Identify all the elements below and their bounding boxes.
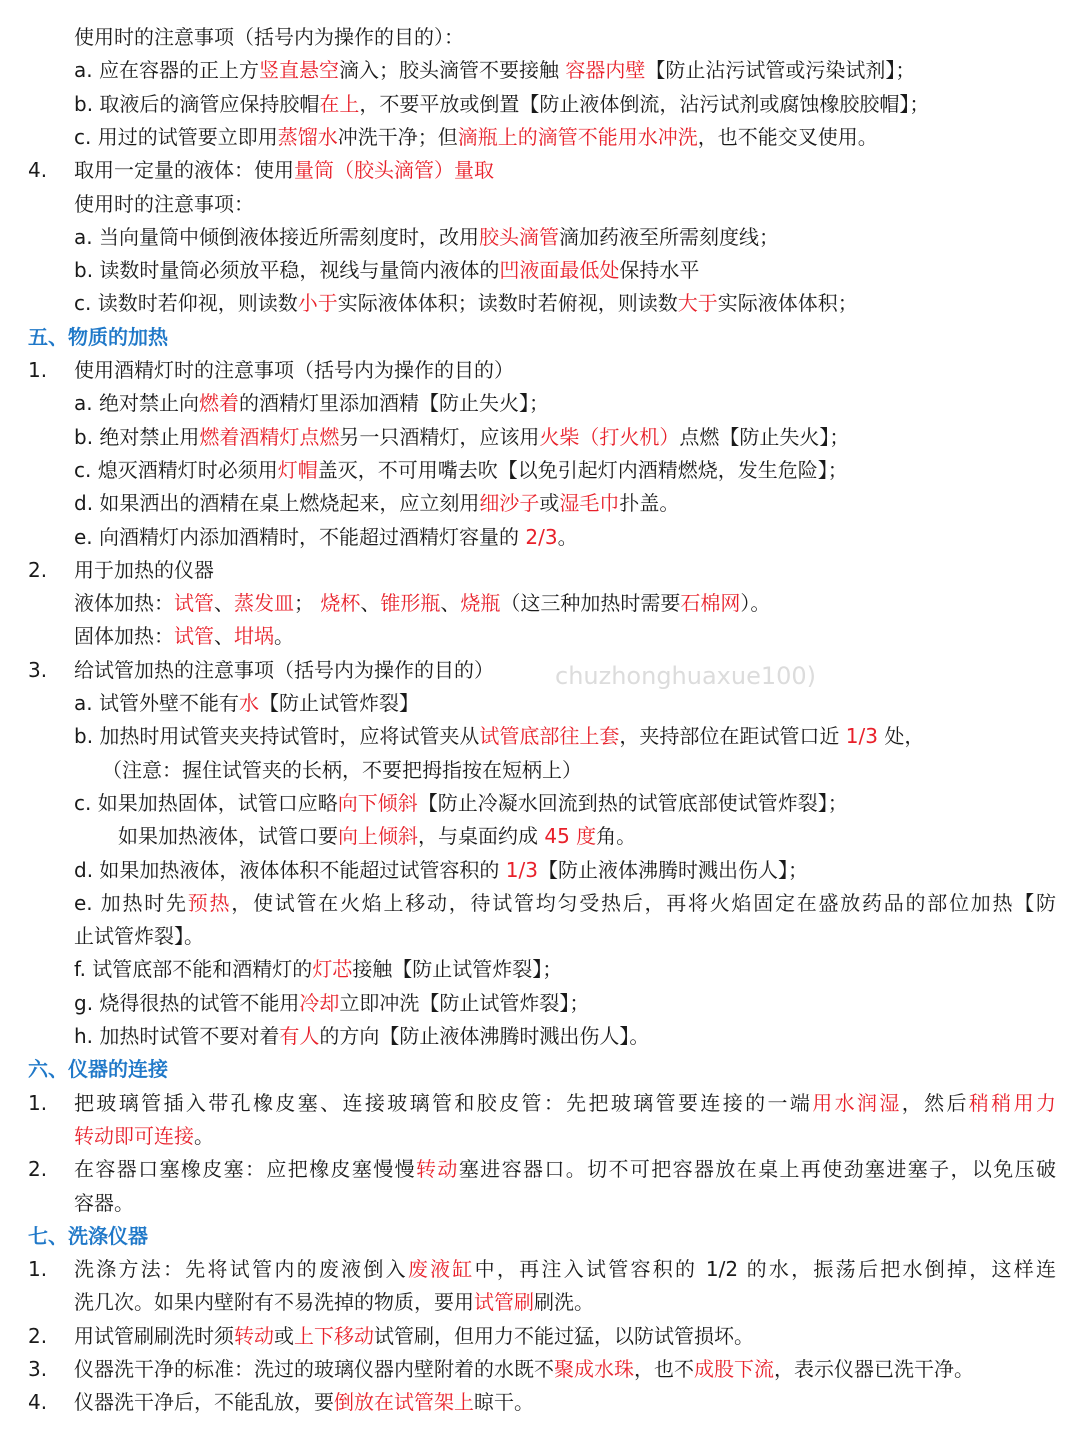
line-text (74, 1153, 1056, 1186)
highlight-text: 烧瓶 (460, 591, 501, 616)
text-line (0, 920, 1080, 953)
line-text (74, 1286, 594, 1319)
plain-text: 仪器洗干净的标准：洗过的玻璃仪器内壁附着的水既不 (74, 1357, 554, 1381)
plain-text: g. 烧得很热的试管不能用 (74, 990, 300, 1015)
plain-text: ，表示仪器已洗干净。 (774, 1357, 974, 1381)
list-number: 1. (28, 1257, 48, 1282)
line-text (74, 1120, 214, 1153)
text-line (0, 754, 1080, 787)
plain-text: 中，再注入试管容积的 1/2 的水，振荡后把水倒掉，这样连 (474, 1257, 1057, 1282)
text-line (0, 1120, 1080, 1153)
text-line (0, 154, 1080, 187)
line-text (74, 121, 878, 154)
list-number: 2. (28, 1323, 48, 1348)
plain-text: 接触【防止试管炸裂】； (352, 957, 563, 982)
text-line (0, 1187, 1080, 1220)
text-line (0, 454, 1080, 487)
line-text (28, 321, 168, 354)
text-line (0, 587, 1080, 620)
line-text (74, 521, 578, 554)
line-text (74, 454, 848, 487)
highlight-text: 蒸发皿 (234, 591, 294, 616)
plain-text: b. 加热时用试管夹夹持试管时，应将试管夹从 (74, 724, 480, 749)
highlight-text: 坩埚 (234, 624, 274, 649)
plain-text: 容器。 (74, 1190, 134, 1215)
line-text (74, 854, 808, 887)
plain-text: 、 (214, 591, 234, 616)
highlight-text: 2/3 (525, 524, 558, 549)
watermark-text: chuzhonghuaxue100) (555, 662, 817, 690)
line-text (74, 1087, 1056, 1120)
line-text (74, 953, 562, 986)
highlight-text: 锥形瓶 (380, 591, 441, 616)
highlight-text: 滴瓶上的滴管不能用水冲洗 (457, 124, 698, 149)
line-text (74, 354, 514, 387)
highlight-text: 烧杯 (320, 591, 361, 616)
plain-text: c. 如果加热固体，试管口应略 (74, 790, 338, 815)
highlight-text: 量筒（胶头滴管）量取 (294, 158, 494, 183)
line-text (118, 820, 636, 853)
plain-text: 或 (539, 491, 560, 516)
plain-text: a. 试管外壁不能有 (74, 691, 239, 715)
text-line (0, 987, 1080, 1020)
line-text (74, 88, 929, 121)
highlight-text: 废液缸 (407, 1257, 475, 1282)
highlight-text: 灯帽 (277, 457, 318, 482)
plain-text: d. 如果洒出的酒精在桌上燃烧起来，应立刻用 (74, 491, 480, 516)
text-line (0, 654, 1080, 687)
plain-text: e. 向酒精灯内添加酒精时，不能超过酒精灯容量的 (74, 524, 526, 549)
plain-text: 用试管刷刷洗时须 (74, 1323, 234, 1348)
text-line (0, 188, 1080, 221)
text-line (0, 521, 1080, 554)
plain-text: 洗几次。如果内壁附有不易洗掉的物质，要用 (74, 1290, 474, 1315)
plain-text: 七、洗涤仪器 (28, 1223, 148, 1248)
text-line (0, 1087, 1080, 1120)
text-line (0, 421, 1080, 454)
plain-text: 实际液体体积；读数时若俯视，则读数 (337, 291, 678, 316)
line-text (74, 887, 1056, 920)
plain-text: 如果加热液体，试管口要 (118, 824, 338, 849)
plain-text: c. 用过的试管要立即用 (74, 124, 278, 149)
plain-text: ，夹持部位在距试管口近 (619, 724, 846, 749)
plain-text: 塞进容器口。切不可把容器放在桌上再使劲塞进塞子，以免压破 (458, 1157, 1057, 1182)
highlight-text: 火柴（打火机） (539, 424, 680, 449)
plain-text: 【防止冷凝水回流到热的试管底部使试管炸裂】； (417, 790, 848, 815)
list-number: 3. (28, 1357, 48, 1381)
highlight-text: 45 度 (544, 824, 597, 849)
highlight-text: 冷却 (299, 990, 340, 1015)
line-text (74, 720, 924, 753)
plain-text: 把玻璃管插入带孔橡皮塞、连接玻璃管和胶皮管：先把玻璃管要连接的一端 (74, 1090, 813, 1115)
highlight-text: 有人 (279, 1024, 320, 1048)
text-line (0, 787, 1080, 820)
plain-text: f. 试管底部不能和酒精灯的 (74, 957, 313, 982)
highlight-text: 湿毛巾 (559, 491, 620, 516)
plain-text: 洗涤方法：先将试管内的废液倒入 (74, 1257, 408, 1282)
plain-text: ，使试管在火焰上移动，待试管均匀受热后，再将火焰固定在盛放药品的部位加热【防 (231, 890, 1057, 915)
plain-text: e. 加热时先 (74, 890, 188, 915)
line-text (74, 687, 419, 720)
plain-text: ，也不 (634, 1357, 694, 1381)
plain-text: 滴加药液至所需刻度线； (558, 224, 779, 249)
plain-text: 试管刷，但用力不能过猛，以防试管损坏。 (374, 1323, 754, 1348)
plain-text: 。 (194, 1123, 214, 1148)
highlight-text: 蒸馏水 (277, 124, 338, 149)
highlight-text: 试管刷 (474, 1290, 534, 1315)
list-number: 2. (28, 1157, 48, 1182)
highlight-text: 试管 (174, 624, 214, 649)
plain-text: c. 熄灭酒精灯时必须用 (74, 457, 278, 482)
line-text (74, 421, 849, 454)
highlight-text: 胶头滴管 (478, 224, 559, 249)
text-line (0, 1353, 1080, 1386)
line-text (74, 254, 699, 287)
plain-text: 处， (877, 724, 925, 749)
plain-text: 。 (274, 624, 294, 649)
highlight-text: 燃着酒精灯点燃 (199, 424, 340, 449)
line-text (74, 654, 494, 687)
list-number: 4. (28, 1390, 48, 1415)
line-text (74, 188, 254, 221)
highlight-text: 转动 (234, 1323, 274, 1348)
line-text (74, 1353, 974, 1386)
highlight-text: 向下倾斜 (337, 790, 418, 815)
plain-text: 角。 (596, 824, 637, 849)
plain-text: 、 (214, 624, 234, 649)
text-line (0, 354, 1080, 387)
plain-text: 在容器口塞橡皮塞：应把橡皮塞慢慢 (74, 1157, 417, 1182)
plain-text: 取用一定量的液体：使用 (74, 158, 294, 183)
plain-text: 点燃【防止失火】； (679, 424, 850, 449)
section-heading (0, 1220, 1080, 1253)
highlight-text: 灯芯 (312, 957, 353, 982)
line-text (74, 620, 294, 653)
plain-text: ，与桌面约成 (418, 824, 545, 849)
highlight-text: 试管底部往上套 (479, 724, 620, 749)
highlight-text: 小于 (297, 291, 338, 316)
line-text (74, 920, 204, 953)
plain-text: ，也不能交叉使用。 (697, 124, 878, 149)
plain-text: 的酒精灯里添加酒精【防止失火】； (238, 391, 549, 416)
text-line (0, 620, 1080, 653)
section-heading (0, 321, 1080, 354)
text-line (0, 1320, 1080, 1353)
plain-text: h. 加热时试管不要对着 (74, 1024, 280, 1048)
plain-text: 六、仪器的连接 (28, 1057, 168, 1082)
highlight-text: 稍稍用力 (968, 1090, 1057, 1115)
highlight-text: 燃着 (198, 391, 239, 416)
line-text (74, 221, 779, 254)
text-line (0, 854, 1080, 887)
plain-text: 滴入；胶头滴管不要接触 (338, 58, 566, 83)
highlight-text: 石棉网 (680, 591, 741, 616)
list-number: 1. (28, 1090, 48, 1115)
highlight-text: 大于 (677, 291, 718, 316)
plain-text: 晾干。 (474, 1390, 534, 1415)
plain-text: 保持水平 (619, 258, 700, 283)
text-line (0, 1020, 1080, 1053)
line-text (74, 54, 915, 87)
highlight-text: 转动即可连接 (74, 1123, 194, 1148)
text-line (0, 554, 1080, 587)
text-line (0, 88, 1080, 121)
plain-text: 仪器洗干净后，不能乱放，要 (74, 1390, 334, 1415)
line-text (102, 754, 582, 787)
highlight-text: 预热 (187, 890, 232, 915)
plain-text: a. 当向量筒中倾倒液体接近所需刻度时，改用 (74, 224, 479, 249)
text-line (0, 1386, 1080, 1419)
line-text (74, 387, 549, 420)
text-line (0, 387, 1080, 420)
line-text (74, 1253, 1056, 1286)
highlight-text: 倒放在试管架上 (334, 1390, 474, 1415)
plain-text: 固体加热： (74, 624, 174, 649)
text-line (0, 54, 1080, 87)
text-line (0, 254, 1080, 287)
text-line (0, 1253, 1080, 1286)
highlight-text: 1/3 (845, 724, 878, 749)
plain-text: a. 应在容器的正上方 (74, 58, 259, 83)
list-number: 4. (28, 158, 48, 183)
highlight-text: 成股下流 (694, 1357, 774, 1381)
highlight-text: 水 (238, 691, 259, 715)
plain-text: c. 读数时若仰视，则读数 (74, 291, 298, 316)
plain-text: 用于加热的仪器 (74, 557, 214, 582)
plain-text: 【防止试管炸裂】 (258, 691, 419, 715)
plain-text: 另一只酒精灯，应该用 (339, 424, 540, 449)
text-line (0, 487, 1080, 520)
plain-text: 、 (360, 591, 381, 616)
line-text (74, 1187, 134, 1220)
plain-text: 止试管炸裂】。 (74, 924, 204, 949)
plain-text: a. 绝对禁止向 (74, 391, 199, 416)
list-number: 1. (28, 358, 48, 382)
highlight-text: 试管 (174, 591, 214, 616)
plain-text: 立即冲洗【防止试管炸裂】； (339, 990, 590, 1015)
highlight-text: 细沙子 (479, 491, 540, 516)
text-line (0, 1153, 1080, 1186)
line-text (74, 487, 679, 520)
line-text (74, 587, 770, 620)
plain-text: b. 读数时量筒必须放平稳，视线与量筒内液体的 (74, 258, 500, 283)
line-text (28, 1220, 148, 1253)
text-line (0, 720, 1080, 753)
line-text (74, 1320, 754, 1353)
highlight-text: 竖直悬空 (258, 58, 339, 83)
line-text (74, 287, 858, 320)
section-heading (0, 1053, 1080, 1086)
highlight-text: 上下移动 (294, 1323, 374, 1348)
plain-text: 刷洗。 (534, 1290, 594, 1315)
highlight-text: 在上 (319, 91, 360, 116)
highlight-text: 凹液面最低处 (499, 258, 620, 283)
line-text (74, 1020, 649, 1053)
plain-text: 或 (274, 1323, 294, 1348)
highlight-text: 容器内壁 (565, 58, 646, 83)
plain-text: 液体加热： (74, 591, 174, 616)
plain-text: b. 取液后的滴管应保持胶帽 (74, 91, 320, 116)
plain-text: 实际液体体积； (717, 291, 858, 316)
plain-text: ）。 (740, 591, 771, 616)
plain-text: 、 (440, 591, 461, 616)
plain-text: ，然后 (901, 1090, 969, 1115)
line-text (28, 1053, 168, 1086)
plain-text: 给试管加热的注意事项（括号内为操作的目的） (74, 657, 494, 682)
text-line (0, 1286, 1080, 1319)
plain-text: 。 (557, 524, 578, 549)
plain-text: 【防止沾污试管或污染试剂】； (645, 58, 916, 83)
line-text (74, 787, 848, 820)
plain-text: b. 绝对禁止用 (74, 424, 200, 449)
highlight-text: 转动 (416, 1157, 459, 1182)
text-line (0, 221, 1080, 254)
line-text (74, 987, 589, 1020)
text-line (0, 820, 1080, 853)
line-text (74, 1386, 534, 1419)
plain-text: d. 如果加热液体，液体体积不能超过试管容积的 (74, 857, 506, 882)
plain-text: 五、物质的加热 (28, 324, 168, 349)
plain-text: （这三种加热时需要 (500, 591, 681, 616)
text-line (0, 887, 1080, 920)
text-line (0, 121, 1080, 154)
plain-text: 【防止液体沸腾时溅出伤人】； (537, 857, 808, 882)
plain-text: 扑盖。 (619, 491, 680, 516)
line-text (74, 554, 214, 587)
list-number: 2. (28, 557, 48, 582)
line-text (74, 154, 494, 187)
plain-text: 使用时的注意事项（括号内为操作的目的）： (74, 25, 464, 49)
list-number: 3. (28, 657, 48, 682)
highlight-text: 向上倾斜 (338, 824, 418, 849)
plain-text: ，不要平放或倒置【防止液体倒流，沾污试剂或腐蚀橡胶胶帽】； (359, 91, 930, 116)
plain-text: 盖灭，不可用嘴去吹【以免引起灯内酒精燃烧，发生危险】； (317, 457, 848, 482)
plain-text: 的方向【防止液体沸腾时溅出伤人】。 (319, 1024, 650, 1048)
plain-text: 使用时的注意事项： (74, 191, 254, 216)
plain-text: （注意：握住试管夹的长柄，不要把拇指按在短柄上） (102, 757, 582, 782)
plain-text: ； (294, 591, 321, 616)
text-line (0, 21, 1080, 54)
line-text (74, 21, 464, 54)
plain-text: 冲洗干净；但 (337, 124, 458, 149)
highlight-text: 1/3 (505, 857, 538, 882)
highlight-text: 用水润湿 (812, 1090, 902, 1115)
text-line (0, 287, 1080, 320)
plain-text: 使用酒精灯时的注意事项（括号内为操作的目的） (74, 358, 514, 382)
text-line (0, 953, 1080, 986)
highlight-text: 聚成水珠 (554, 1357, 634, 1381)
text-line (0, 687, 1080, 720)
